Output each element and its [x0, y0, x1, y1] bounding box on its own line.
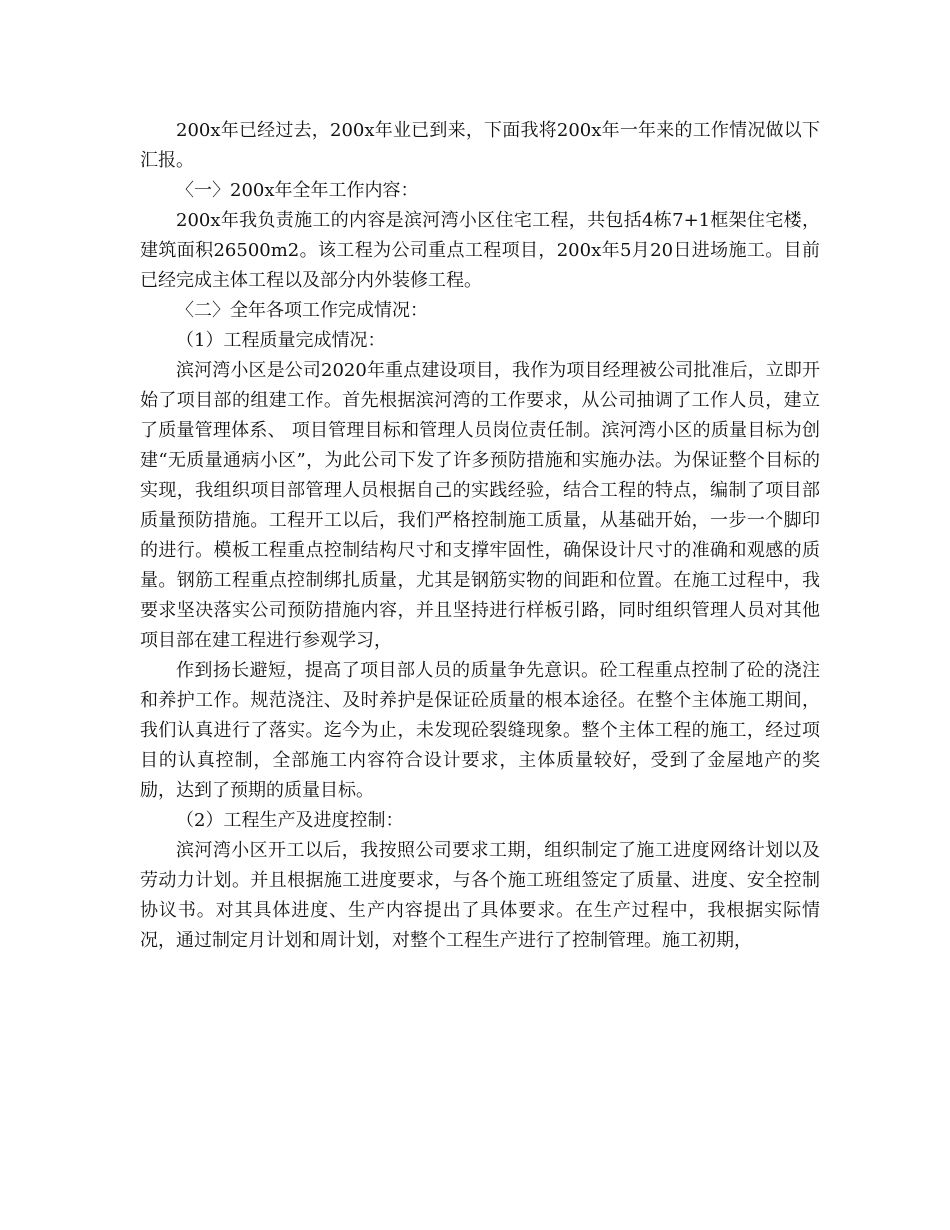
- section-heading-2: 〈二〉全年各项工作完成情况：: [176, 300, 428, 321]
- paragraph-progress: 滨河湾小区开工以后，我按照公司要求工期，组织制定了施工进度网络计划以及劳动力计划。并且根据施工进度要求，与各个施工班组签定了质量、进度、安全控制协议书。对其具体进度、生产内容提出了具体要求。在生产过程中，我根据实际情况，通过制定月计划和周计划，对整个工程生产进行了控制管理。施工初期，: [140, 840, 820, 951]
- section-heading-1: 〈一〉200x年全年工作内容：: [176, 180, 419, 201]
- document-page: [140, 116, 820, 956]
- subsection-heading-quality: （1）工程质量完成情况：: [176, 330, 386, 351]
- subsection-heading-progress: （2）工程生产及进度控制：: [176, 810, 404, 831]
- paragraph-intro: 200x年已经过去，200x年业已到来，下面我将200x年一年来的工作情况做以下汇报。: [140, 120, 820, 171]
- paragraph-quality-2: 作到扬长避短，提高了项目部人员的质量争先意识。砼工程重点控制了砼的浇注和养护工作。规范浇注、及时养护是保证砼质量的根本途径。在整个主体施工期间，我们认真进行了落实。迄今为止，未发现砼裂缝现象。整个主体工程的施工，经过项目的认真控制，全部施工内容符合设计要求，主体质量较好，受到了金屋地产的奖励，达到了预期的质量目标。: [140, 660, 820, 801]
- paragraph-quality-1: 滨河湾小区是公司2020年重点建设项目，我作为项目经理被公司批准后，立即开始了项目部的组建工作。首先根据滨河湾的工作要求，从公司抽调了工作人员，建立了质量管理体系、 项目管理目标和管理人员岗位责任制。滨河湾小区的质量目标为创建“无质量通病小区”，为此公司下发了许多预防措施和实施办法。为保证整个目标的实现，我组织项目部管理人员根据自己的实践经验，结合工程的特点，编制了项目部质量预防措施。工程开工以后，我们严格控制施工质量，从基础开始，一步一个脚印的进行。模板工程重点控制结构尺寸和支撑牢固性，确保设计尺寸的准确和观感的质量。钢筋工程重点控制绑扎质量，尤其是钢筋实物的间距和位置。在施工过程中，我要求坚决落实公司预防措施内容，并且坚持进行样板引路，同时组织管理人员对其他项目部在建工程进行参观学习，: [140, 360, 820, 651]
- paragraph-work-content: 200x年我负责施工的内容是滨河湾小区住宅工程，共包括4栋7+1框架住宅楼，建筑面积26500m2。该工程为公司重点工程项目，200x年5月20日进场施工。目前已经完成主体工程以及部分内外装修工程。: [140, 210, 820, 291]
